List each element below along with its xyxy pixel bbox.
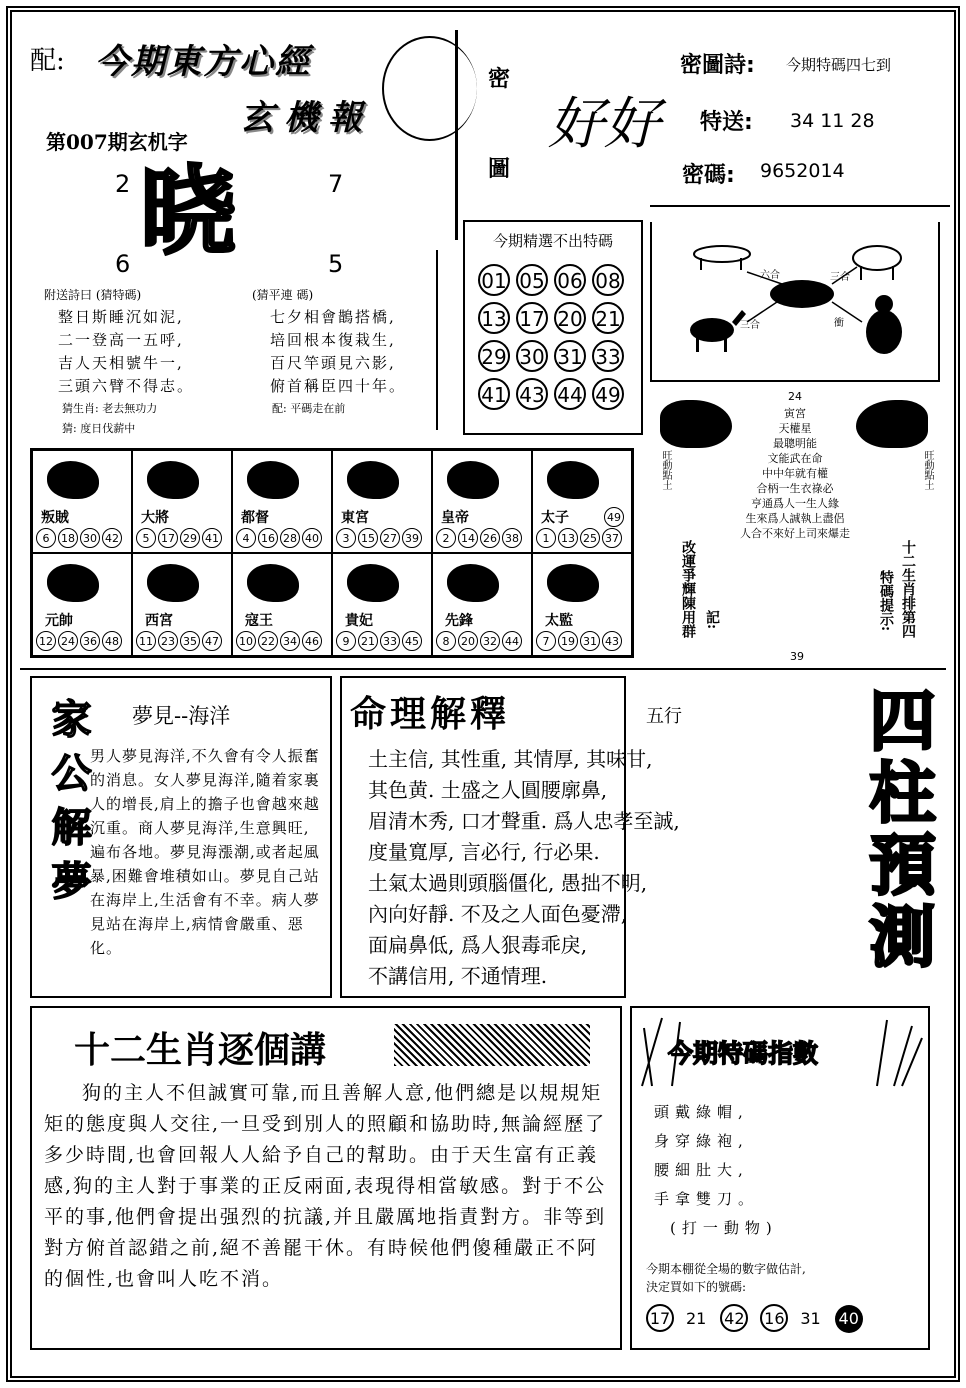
- riddle-char: 晓: [140, 155, 236, 268]
- zodiac-number: 16: [258, 528, 278, 548]
- zodiac-cell: [132, 553, 232, 656]
- poem-left-line: 吉人天相號牛一,: [58, 354, 184, 372]
- zodiac-cell: [532, 553, 632, 656]
- section-rule: [20, 668, 946, 670]
- relation-label: 衝: [834, 318, 844, 329]
- decor-circle: [382, 36, 477, 141]
- zodiac-numbers: [35, 527, 129, 548]
- mingli-lines: [368, 744, 838, 992]
- zodiac-number: 11: [136, 631, 156, 651]
- mingli-line: 內向好靜. 不及之人面色憂滯,: [368, 902, 628, 926]
- poem-left-line: 二一登高一五呼,: [58, 331, 184, 349]
- zodiac-cell: [532, 450, 632, 553]
- palace-lines: [710, 406, 880, 541]
- select-number: 30: [516, 340, 548, 372]
- palace-vert-4: 特碼提示:: [878, 570, 894, 632]
- palace-vert-2: 記:: [704, 610, 720, 630]
- zodiac-animal-icon: [547, 564, 599, 602]
- signature: 好好: [548, 92, 660, 157]
- mi-char: 密: [488, 66, 511, 92]
- zodiac-number: 15: [358, 528, 378, 548]
- zodiac-number: 37: [602, 528, 622, 548]
- mingli-line: 不講信用, 不通情理.: [368, 964, 548, 988]
- zodiac-label: 貴妃: [345, 613, 373, 629]
- zodiac-label: 大將: [141, 510, 169, 526]
- palace-line: 寅宮: [784, 407, 806, 420]
- zodiac-number: 28: [280, 528, 300, 548]
- zodiac-number: 6: [36, 528, 56, 548]
- tesong-label: 特送:: [700, 110, 753, 135]
- shengxiao-body: 狗的主人不但誠實可靠,而且善解人意,他們總是以規規矩矩的態度與人交往,一旦受到別人的照顧和協助時,無論經歷了多少時間,也會回報人人給予自己的幫助。由于天生富有正義感,狗的主人對于事業的正反兩面,表現得相當敏感。對于不公平的事,他們會提出强烈的抗議,并且嚴厲地指責對方。非等到對方俯首認錯之前,絕不善罷干休。有時候他們傻種嚴正不阿的個性,也會叫人吃不消。: [44, 1082, 607, 1290]
- animals-box: [650, 222, 940, 382]
- zodiac-number: 33: [380, 631, 400, 651]
- zodiac-numbers: [535, 630, 629, 651]
- zodiac-number: 8: [436, 631, 456, 651]
- index-box: [630, 1006, 930, 1350]
- index-note1: 今期本棚從全場的數字做估計,: [646, 1262, 806, 1276]
- index-verse: 頭戴綠帽,: [654, 1103, 749, 1121]
- palace-top-num: 24: [788, 390, 802, 403]
- index-number: 42: [720, 1304, 748, 1332]
- zodiac-label: 太監: [545, 613, 573, 629]
- zodiac-cell: [332, 450, 432, 553]
- zodiac-number: 32: [480, 631, 500, 651]
- index-number: 31: [800, 1309, 821, 1328]
- mingli-line: 土氣太過則頭腦僵化, 愚拙不明,: [368, 871, 648, 895]
- zodiac-number: 9: [336, 631, 356, 651]
- shengxiao-title: 十二生肖逐個講: [74, 1029, 327, 1071]
- mingli-line: 度量寬厚, 言必行, 行必果.: [368, 840, 600, 864]
- zodiac-animal-icon: [47, 461, 99, 499]
- zodiac-number: 31: [580, 631, 600, 651]
- palace-line: 亨通爲人一生人緣: [751, 497, 839, 510]
- select-number: 08: [592, 264, 624, 296]
- mitu-text: 今期特碼四七到: [786, 56, 892, 74]
- riddle-num-tl: 2: [115, 170, 131, 198]
- issue-label: 第007期玄机字: [46, 130, 188, 154]
- zodiac-numbers: [135, 527, 229, 548]
- palace-line: 生來爲人誠執上盡侶: [745, 512, 845, 525]
- zodiac-number: 1: [536, 528, 556, 548]
- zodiac-number: 7: [536, 631, 556, 651]
- zodiac-number: 12: [36, 631, 56, 651]
- zodiac-numbers: [335, 527, 429, 548]
- zodiac-number: 14: [458, 528, 478, 548]
- select-grid: [475, 261, 641, 413]
- zodiac-label: 元帥: [45, 613, 73, 629]
- dream-body: 男人夢見海洋,不久會有令人振奮的消息。女人夢見海洋,隨着家裏人的增長,肩上的擔子也會越來越沉重。商人夢見海洋,生意興旺,遍布各地。夢見海漲潮,或者起風暴,困難會堆積如山。夢見自己站在海岸上,生活會有不幸。病人夢見站在海岸上,病情會嚴重、惡化。: [90, 747, 320, 957]
- zodiac-cell: [32, 553, 132, 656]
- pei-label: 配:: [30, 46, 65, 76]
- mingli-line: 面扁鼻低, 爲人狠毒乖戾,: [368, 933, 588, 957]
- select-number: 05: [516, 264, 548, 296]
- select-number: 01: [478, 264, 510, 296]
- palace-panel: [650, 390, 940, 665]
- zodiac-number: 40: [302, 528, 322, 548]
- index-numbers: [646, 1304, 875, 1333]
- zodiac-label: 叛賊: [41, 510, 69, 526]
- zodiac-number: 3: [336, 528, 356, 548]
- palace-line: 最聰明能: [773, 437, 817, 450]
- zodiac-animal-icon: [447, 461, 499, 499]
- tiger-icon: [770, 280, 834, 308]
- zodiac-number: 26: [480, 528, 500, 548]
- zodiac-label: 都督: [241, 510, 269, 526]
- mingli-sub: 五行: [646, 706, 682, 727]
- shengxiao-box: [30, 1006, 622, 1350]
- zodiac-numbers: [435, 527, 529, 548]
- relation-label: 三合: [740, 320, 760, 331]
- note-left2: 猜: 度日伐薪中: [62, 422, 136, 435]
- zodiac-label: 東宮: [341, 510, 369, 526]
- header-rule: [650, 205, 950, 207]
- index-number: 21: [686, 1309, 707, 1328]
- index-verse: 身穿綠袍,: [654, 1132, 749, 1150]
- zodiac-animal-icon: [247, 564, 299, 602]
- zodiac-number: 35: [180, 631, 200, 651]
- index-verse: (打一動物): [670, 1219, 778, 1237]
- zodiac-number: 48: [102, 631, 122, 651]
- title-sub: 玄機報: [240, 98, 372, 138]
- zodiac-number: 39: [402, 528, 422, 548]
- zodiac-cell: [432, 553, 532, 656]
- zodiac-cell: [332, 553, 432, 656]
- monkey-icon: [866, 295, 902, 354]
- mima-value: 9652014: [760, 160, 845, 182]
- palace-vert-3: 十二生肖排第四: [900, 540, 916, 638]
- zodiac-numbers: [235, 527, 329, 548]
- note-left1: 猜生肖: 老去無功力: [62, 402, 158, 415]
- mitu-label: 密圖詩:: [680, 53, 755, 78]
- select-number: 06: [554, 264, 586, 296]
- zodiac-animal-icon: [147, 461, 199, 499]
- select-title: 今期精選不出特碼: [492, 232, 613, 250]
- noise-stamp: [394, 1024, 590, 1066]
- mingli-line: 眉清木秀, 口才聲重. 爲人忠孝至誠,: [368, 809, 680, 833]
- zodiac-number: 2: [436, 528, 456, 548]
- index-verses: [654, 1098, 778, 1243]
- zodiac-animal-icon: [447, 564, 499, 602]
- zodiac-number: 43: [602, 631, 622, 651]
- zodiac-animal-icon: [347, 461, 399, 499]
- poem-right-line: 培回根本復栽生,: [270, 331, 396, 349]
- zodiac-number: 46: [302, 631, 322, 651]
- mima-label: 密碼:: [682, 163, 735, 188]
- poem-left-line: 三頭六臂不得志。: [58, 377, 195, 395]
- zodiac-grid: [30, 448, 634, 658]
- poem-right-line: 俯首稱臣四十年。: [270, 377, 407, 395]
- guess-ping: (猜平連 碼): [252, 288, 314, 302]
- zodiac-numbers: [335, 630, 429, 651]
- zodiac-number: 44: [502, 631, 522, 651]
- dog-icon: [694, 246, 750, 270]
- mingli-title: 命理解釋: [350, 693, 511, 735]
- zodiac-numbers: [135, 630, 229, 651]
- zodiac-animal-icon: [47, 564, 99, 602]
- riddle-num-bl: 6: [115, 250, 131, 278]
- zodiac-number: 4: [236, 528, 256, 548]
- divider-v: [455, 30, 458, 240]
- zodiac-label: 寇王: [245, 613, 273, 629]
- horse-icon: [690, 310, 746, 352]
- palace-line: 文能武在命: [767, 452, 823, 465]
- palace-side-left: 旺動點土: [660, 450, 671, 490]
- mingli-line: 土主信, 其性重, 其情厚, 其味甘,: [368, 747, 653, 771]
- zodiac-label: 太子: [541, 510, 569, 526]
- poem-right-line: 百尺竿頭見六影,: [270, 354, 396, 372]
- zodiac-cell: [432, 450, 532, 553]
- zodiac-number: 5: [136, 528, 156, 548]
- index-title: 今期特碼指數: [668, 1039, 819, 1068]
- select-number: 33: [592, 340, 624, 372]
- poem-right: [270, 306, 406, 398]
- zodiac-number: 18: [58, 528, 78, 548]
- goat-icon: [853, 246, 901, 280]
- zodiac-label: 皇帝: [441, 510, 469, 526]
- index-note2: 決定買如下的號碼:: [646, 1280, 747, 1294]
- index-number: 40: [835, 1305, 863, 1333]
- zodiac-cell: [32, 450, 132, 553]
- fusong-label: [44, 286, 141, 303]
- dream-title: 夢見--海洋: [132, 704, 231, 728]
- guess-te: (猜特碼): [95, 288, 142, 302]
- zodiac-number: 47: [202, 631, 222, 651]
- palace-vert-1: 改運爭輝陳用群: [680, 540, 696, 638]
- palace-line: 人合不來好上司來爆走: [740, 527, 850, 540]
- index-verse: 腰細肚大,: [654, 1161, 749, 1179]
- select-number: 43: [516, 378, 548, 410]
- zodiac-animal-icon: [147, 564, 199, 602]
- select-number: 13: [478, 302, 510, 334]
- zodiac-number: 38: [502, 528, 522, 548]
- fusong-text: 附送詩曰: [44, 288, 93, 302]
- select-number: 21: [592, 302, 624, 334]
- zodiac-numbers: [35, 630, 129, 651]
- mingli-line: 其色黄. 土盛之人圓腰廓鼻,: [368, 778, 608, 802]
- select-number: 41: [478, 378, 510, 410]
- zodiac-animal-icon: [347, 564, 399, 602]
- select-number: 20: [554, 302, 586, 334]
- zodiac-number: 34: [280, 631, 300, 651]
- dream-box: [30, 676, 332, 998]
- zodiac-number: 21: [358, 631, 378, 651]
- zodiac-number: 24: [58, 631, 78, 651]
- poem-left: [58, 306, 194, 398]
- zodiac-number: 36: [80, 631, 100, 651]
- zodiac-number: 17: [158, 528, 178, 548]
- zodiac-numbers: [235, 630, 329, 651]
- zodiac-number: 27: [380, 528, 400, 548]
- select-box: [463, 220, 643, 435]
- riddle-num-br: 5: [328, 250, 344, 278]
- tu-char: 圖: [488, 156, 511, 182]
- poem-right-line: 七夕相會鵲搭橋,: [270, 308, 396, 326]
- select-number: 17: [516, 302, 548, 334]
- dream-side-art: 家公解夢: [45, 698, 92, 914]
- zodiac-animal-icon: [247, 461, 299, 499]
- poem-left-line: 整日斯睡沉如泥,: [58, 308, 184, 326]
- zodiac-number: 23: [158, 631, 178, 651]
- zodiac-number: 42: [102, 528, 122, 548]
- palace-bottom-num: 39: [790, 650, 804, 663]
- select-number: 29: [478, 340, 510, 372]
- zodiac-number: 10: [236, 631, 256, 651]
- palace-side-right: 旺動點土: [922, 450, 933, 490]
- relation-label: 六合: [760, 270, 780, 281]
- tesong-nums: 34 11 28: [790, 110, 875, 132]
- relation-label: 三合: [830, 272, 850, 283]
- poem-divider: [436, 250, 438, 430]
- index-number: 17: [646, 1304, 674, 1332]
- zodiac-number: 25: [580, 528, 600, 548]
- sizhu-title: 四柱預測: [858, 686, 936, 974]
- title-main: 今期東方心經: [95, 42, 311, 82]
- animals-diagram: [652, 222, 942, 382]
- zodiac-cell: [132, 450, 232, 553]
- zodiac-number: 45: [402, 631, 422, 651]
- palace-line: 天權星: [778, 422, 812, 435]
- zodiac-numbers: [435, 630, 529, 651]
- riddle-num-tr: 7: [328, 170, 344, 198]
- palace-line: 中中年就有權: [762, 467, 828, 480]
- index-verse: 手拿雙刀。: [654, 1190, 760, 1208]
- zodiac-animal-icon: [547, 461, 599, 499]
- select-number: 49: [592, 378, 624, 410]
- zodiac-number: 41: [202, 528, 222, 548]
- zodiac-label: 西宮: [145, 613, 173, 629]
- index-number: 16: [760, 1304, 788, 1332]
- palace-line: 合柄一生衣祿必: [756, 482, 834, 495]
- zodiac-extra-number: 49: [604, 507, 624, 527]
- note-right: 配: 平碼走在前: [272, 402, 346, 415]
- select-number: 44: [554, 378, 586, 410]
- zodiac-label: 先鋒: [445, 613, 473, 629]
- zodiac-cell: [232, 553, 332, 656]
- zodiac-number: 30: [80, 528, 100, 548]
- zodiac-number: 29: [180, 528, 200, 548]
- zodiac-cell: [232, 450, 332, 553]
- zodiac-number: 20: [458, 631, 478, 651]
- select-number: 31: [554, 340, 586, 372]
- zodiac-number: 19: [558, 631, 578, 651]
- zodiac-number: 13: [558, 528, 578, 548]
- zodiac-number: 22: [258, 631, 278, 651]
- zodiac-numbers: [535, 527, 629, 548]
